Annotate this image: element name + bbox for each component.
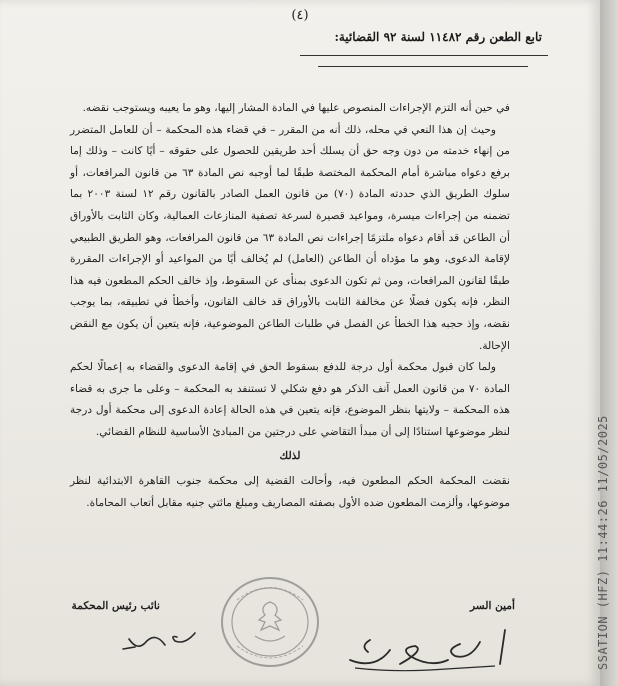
paragraph: في حين أنه التزم الإجراءات المنصوص عليها في المادة المشار إليها، وهو ما يعيبه ويستوجب نقضه. — [82, 102, 510, 114]
clerk-title: أمين السر — [469, 600, 515, 612]
page-number: (٤) — [291, 8, 309, 23]
court-seal-stamp — [215, 570, 325, 675]
side-timestamp: SSATION (HFZ) 11:44:26 11/05/2025 — [596, 415, 610, 670]
judgment-body — [70, 98, 510, 514]
header-underline — [300, 55, 548, 56]
vice-president-title: نائب رئيس المحكمة — [71, 600, 160, 612]
paragraph: ولما كان قبول محكمة أول درجة للدفع بسقوط الحق في إقامة الدعوى والقضاء به إعمالًا لحكم المادة ٧٠ من قانون العمل آنف الذكر هو دفع شكلي لا تستنفد به المحكمة – وعلى ما جرى به قضاء هذه المحكمة – ولايتها بنظر الموضوع، فإنه يتعين في هذه الحالة إعادة الدعوى إلى محكمة أول درجة لنظر موضوعها استنادًا إلى أن مبدأ التقاضي على درجتين من المبادئ الأساسية للنظام القضائي. — [70, 361, 510, 438]
clerk-signature — [330, 620, 520, 676]
header-underline-2 — [318, 66, 528, 67]
case-header: تابع الطعن رقم ١١٤٨٢ لسنة ٩٢ القضائية: — [334, 30, 542, 44]
vice-president-signature — [115, 625, 205, 655]
verdict-paragraph: نقضت المحكمة الحكم المطعون فيه، وأحالت القضية إلى محكمة جنوب القاهرة الابتدائية لنظر موضوعها، وألزمت المطعون ضده الأول بصفته المصاريف ومبلغ مائتي جنيه مقابل أتعاب المحاماة. — [70, 475, 510, 509]
conclusion-heading: لذلك — [279, 449, 301, 462]
paragraph: وحيث إن هذا النعي في محله، ذلك أنه من المقرر – في قضاء هذه المحكمة – أن للعامل المتضرر من إنهاء خدمته من دون وجه حق أن يسلك أحد طريقين للحصول على حقوقه – أيًا كانت – وذلك إما برفع دعواه مباشرة أمام المحكمة المختصة طبقًا لما أوجبه نص المادة ٦٣ من قانون المرافعات، أو سلوك الطريق الذي حددته المادة (٧٠) من قانون العمل الصادر بالقانون رقم ١٢ لسنة ٢٠٠٣ بما تضمنه من إجراءات ميسرة، ومواعيد قصيرة لسرعة تصفية المنازعات العمالية، وكان الثابت بالأوراق أن الطاعن قد أقام دعواه ملتزمًا إجراءات نص المادة ٦٣ من قانون المرافعات، وهو الطريق الطبيعي لإقامة الدعوى، وهو ما مؤداه أن الطاعن (العامل) لم يُخالف أيًا من المواعيد أو الإجراءات المقررة طبقًا لقانون المرافعات، ومن ثم تكون الدعوى بمنأى عن السقوط، وإذ خالف الحكم المطعون فيه هذا النظر، فإنه يكون فضلًا عن مخالفة الثابت بالأوراق قد خالف القانون، وأخطأ في تطبيقه، بما يوجب نقضه، وإذ حجبه هذا الخطأ عن الفصل في طلبات الطاعن الموضوعية، فإنه يتعين أن يكون مع النقض الإحالة. — [70, 123, 511, 352]
